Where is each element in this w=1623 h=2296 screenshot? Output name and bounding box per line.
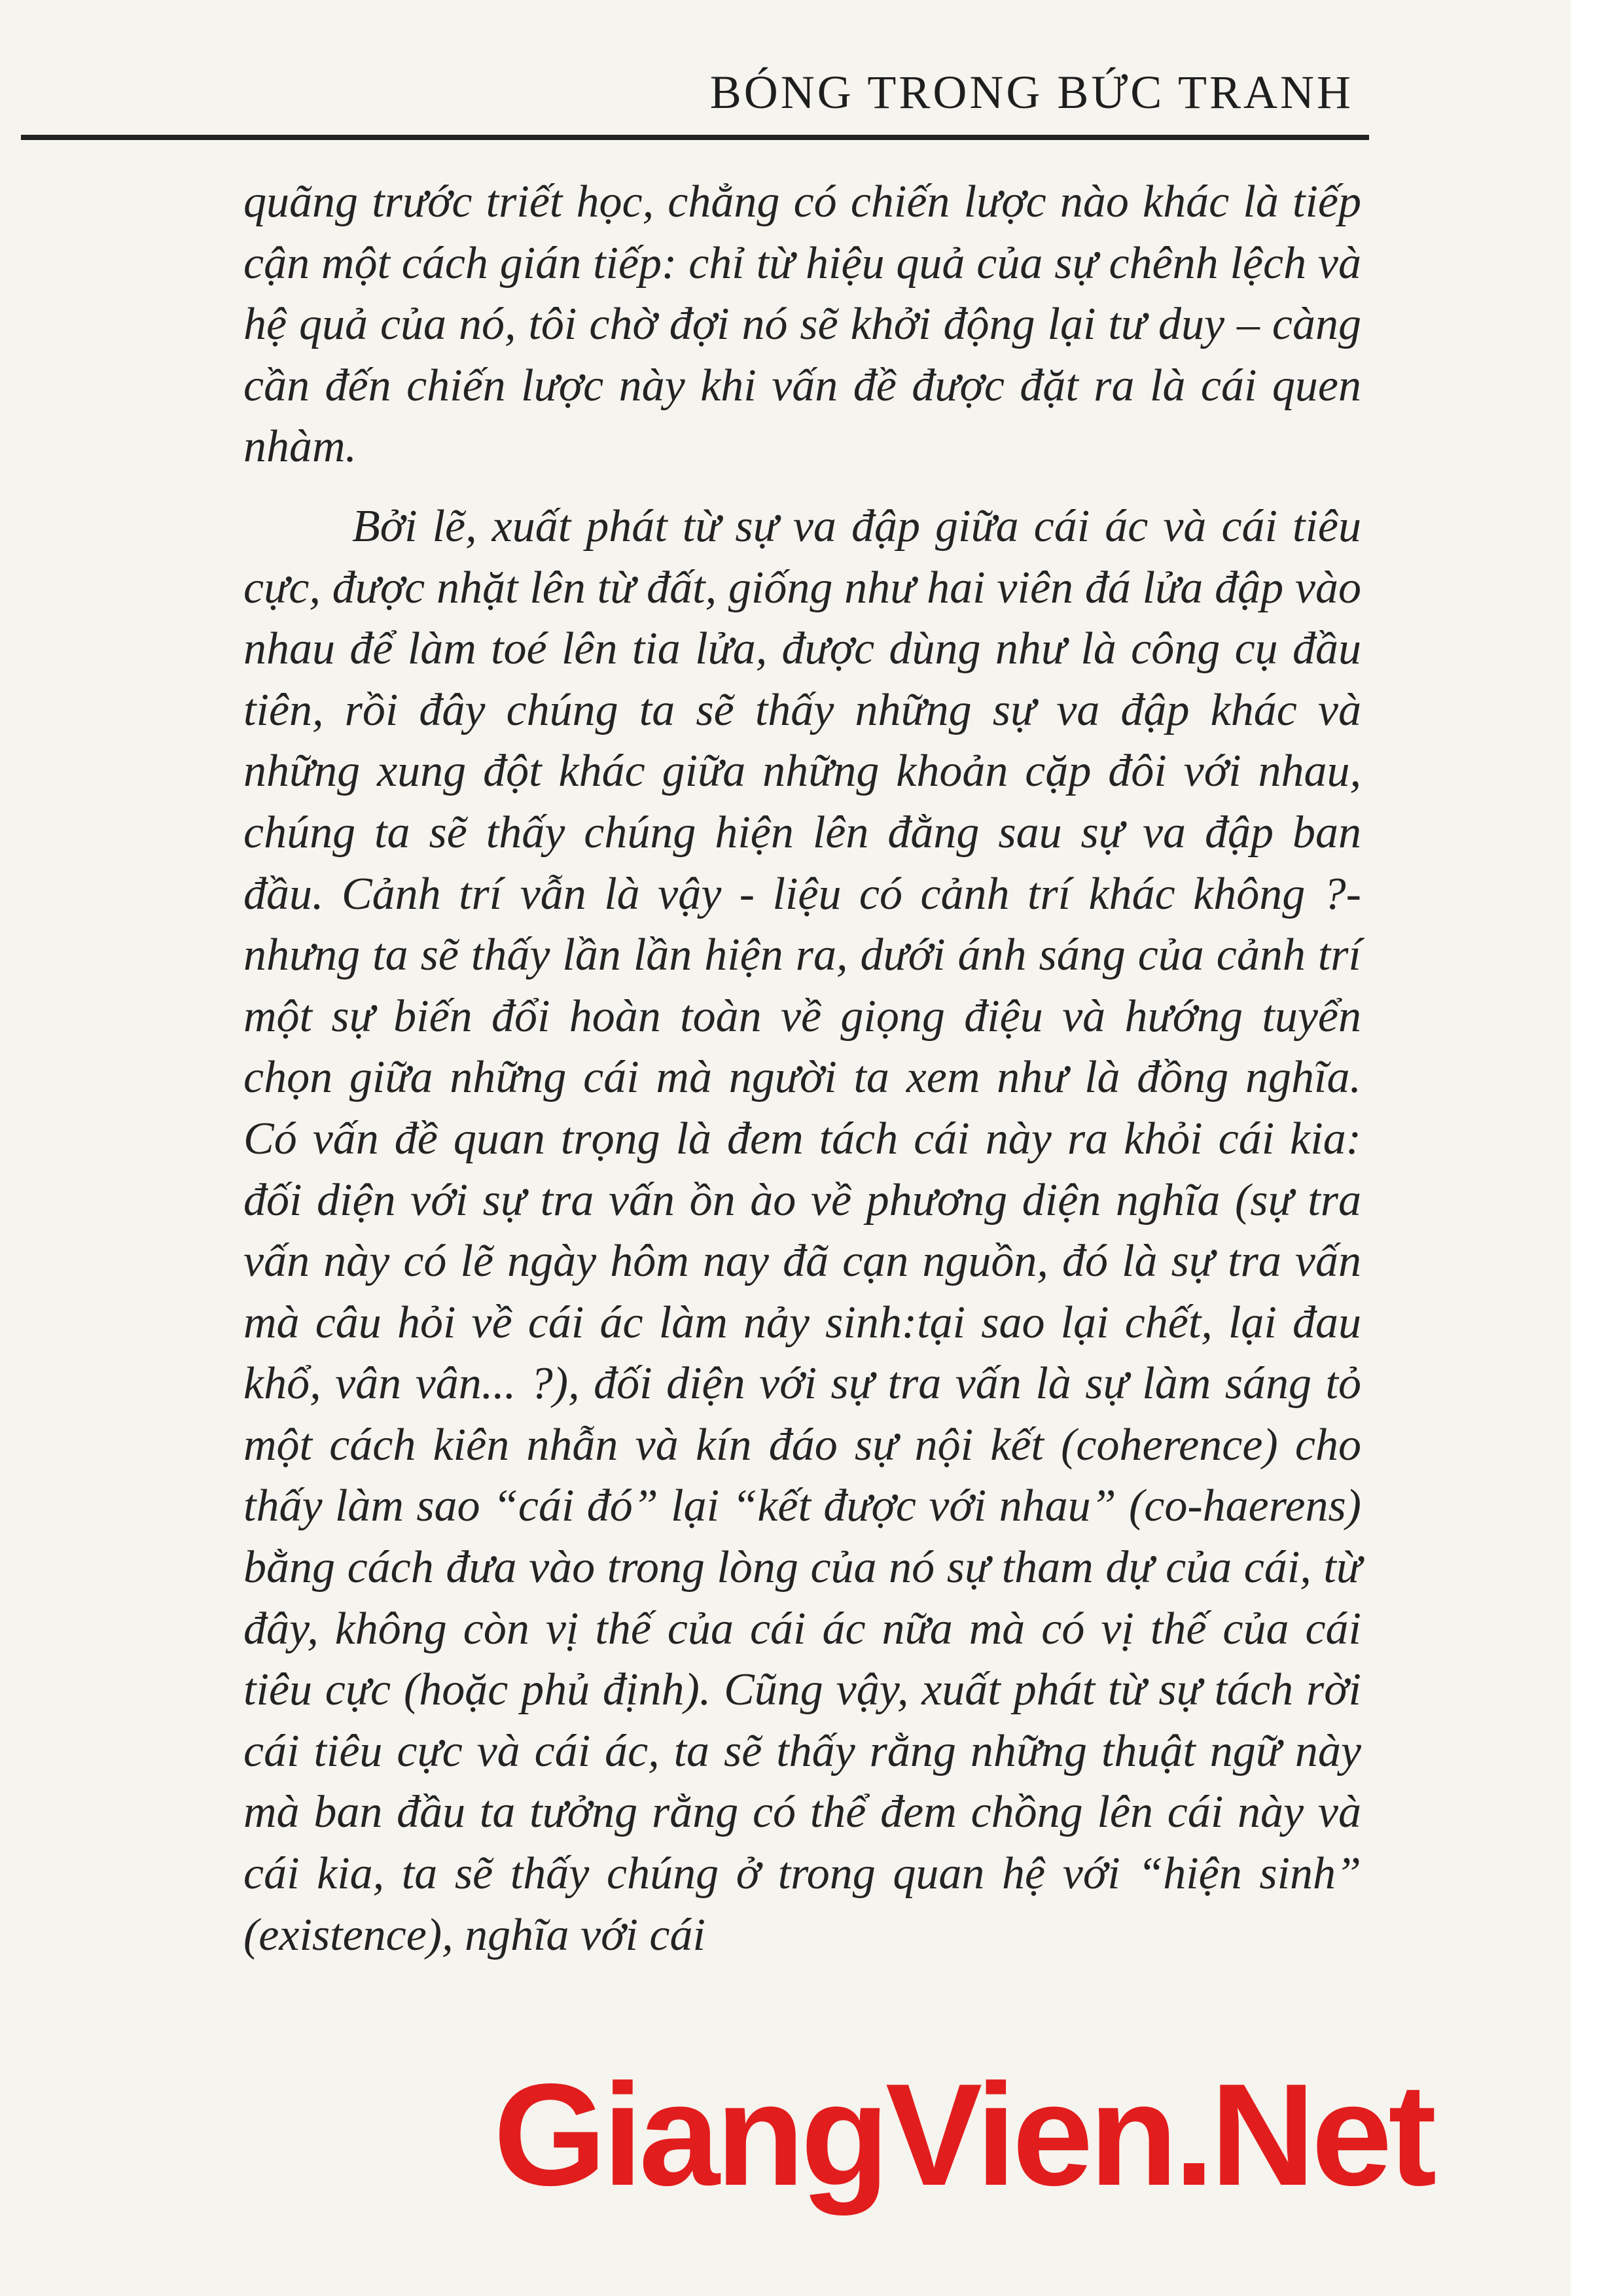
paragraph-1: quãng trước triết học, chẳng có chiến lược nào khác là tiếp cận một cách gián tiếp: chỉ từ hiệu quả của sự chênh lệch và hệ quả của nó, tôi chờ đợi nó sẽ khởi động lại tư duy – càng cần đến chiến lược này khi vấn đề được đặt ra là cái quen nhàm. bbox=[243, 177, 1361, 472]
watermark-logo: GiangVien.Net bbox=[493, 2054, 1433, 2216]
body-text bbox=[243, 171, 1361, 1966]
header-rule bbox=[21, 135, 1369, 140]
running-header-title: BÓNG TRONG BỨC TRANH bbox=[709, 66, 1353, 118]
paragraph-2: Bởi lẽ, xuất phát từ sự va đập giữa cái ác và cái tiêu cực, được nhặt lên từ đất, giống như hai viên đá lửa đập vào nhau để làm toé lên tia lửa, được dùng như là công cụ đầu tiên, rồi đây chúng ta sẽ thấy những sự va đập khác và những xung đột khác giữa những khoản cặp đôi với nhau, chúng ta sẽ thấy chúng hiện lên đằng sau sự va đập ban đầu. Cảnh trí vẫn là vậy - liệu có cảnh trí khác không ?- nhưng ta sẽ thấy lần lần hiện ra, dưới ánh sáng của cảnh trí một sự biến đổi hoàn toàn về giọng điệu và hướng tuyển chọn giữa những cái mà người ta xem như là đồng nghĩa. Có vấn đề quan trọng là đem tách cái này ra khỏi cái kia: đối diện với sự tra vấn ồn ào về phương diện nghĩa (sự tra vấn này có lẽ ngày hôm nay đã cạn nguồn, đó là sự tra vấn mà câu hỏi về cái ác làm nảy sinh:tại sao lại chết, lại đau khổ, vân vân... ?), đối diện với sự tra vấn là sự làm sáng tỏ một cách kiên nhẫn và kín đáo sự nội kết (coherence) cho thấy làm sao “cái đó” lại “kết được với nhau” (co-haerens) bằng cách đưa vào trong lòng của nó sự tham dự của cái, từ đây, không còn vị thế của cái ác nữa mà có vị thế của cái tiêu cực (hoặc phủ định). Cũng vậy, xuất phát từ sự tách rời cái tiêu cực và cái ác, ta sẽ thấy rằng những thuật ngữ này mà ban đầu ta tưởng rằng có thể đem chồng lên cái này và cái kia, ta sẽ thấy chúng ở trong quan hệ với “hiện sinh” (existence), nghĩa với cái bbox=[243, 501, 1361, 1960]
page-margin-strip bbox=[1571, 0, 1623, 2296]
